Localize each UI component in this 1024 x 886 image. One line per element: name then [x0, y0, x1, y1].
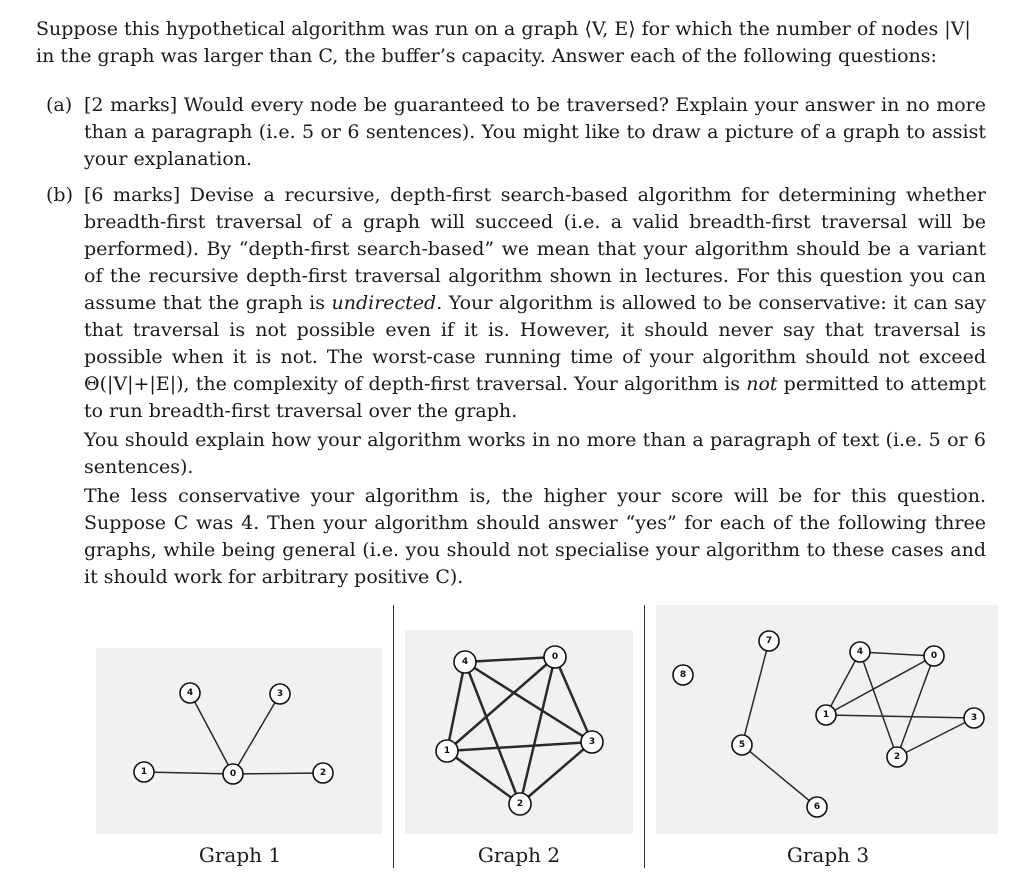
svg-text:1: 1: [822, 710, 830, 720]
graph-1-drawing: [96, 648, 382, 834]
graph-3-node-0: [924, 646, 944, 666]
question-a: [46, 92, 986, 173]
graph-3-node-1: [816, 705, 836, 725]
svg-text:3: 3: [276, 689, 284, 699]
figure-divider-2: [644, 605, 645, 868]
question-b-paragraph-2: You should explain how your algorithm works in no more than a paragraph of text (i.e. 5 or 6 sentences).: [84, 429, 986, 478]
graph-3-node-4: [850, 642, 870, 662]
graph-3-panel: [656, 605, 998, 834]
svg-text:4: 4: [461, 657, 469, 667]
graph-2-node-0: [544, 646, 566, 668]
graph-2-edge-4-3: [465, 662, 592, 742]
graph-3-edge-4-2: [860, 652, 897, 757]
graph-3-drawing: [656, 605, 998, 834]
graph-3-edge-1-3: [826, 715, 974, 718]
graph-1-node-4: [180, 683, 200, 703]
graph-1-node-2: [313, 763, 333, 783]
graph-3-node-2: [887, 747, 907, 767]
graph-2-node-1: [436, 740, 458, 762]
svg-text:3: 3: [588, 737, 596, 747]
intro-line-2: in the graph was larger than C, the buffer’s capacity. Answer each of the following questions:: [36, 45, 937, 67]
graph-3-edge-5-6: [742, 745, 817, 807]
intro-paragraph: [36, 16, 986, 70]
graph-2-edge-4-0: [465, 657, 555, 662]
intro-line-1: Suppose this hypothetical algorithm was run on a graph ⟨V, E⟩ for which the number of nodes |V|: [36, 18, 971, 40]
graph-3-node-5: [732, 735, 752, 755]
svg-text:0: 0: [930, 651, 938, 661]
graph-1-caption: Graph 1: [198, 843, 282, 867]
svg-text:2: 2: [516, 799, 524, 809]
graph-2-node-4: [454, 651, 476, 673]
graph-3-caption: Graph 3: [786, 843, 870, 867]
svg-text:7: 7: [765, 636, 773, 646]
svg-text:8: 8: [679, 670, 687, 680]
question-a-label: (a): [46, 94, 73, 116]
graph-1-node-1: [134, 762, 154, 782]
graph-2-node-2: [509, 793, 531, 815]
svg-text:1: 1: [140, 767, 148, 777]
svg-text:3: 3: [970, 713, 978, 723]
graph-2-caption: Graph 2: [477, 843, 561, 867]
graph-2-drawing: [405, 630, 633, 834]
svg-text:4: 4: [186, 688, 194, 698]
svg-text:5: 5: [738, 740, 746, 750]
graph-1-edge-0-2: [233, 773, 323, 774]
svg-text:4: 4: [856, 647, 864, 657]
question-b: [46, 182, 986, 593]
question-b-label: (b): [46, 184, 73, 206]
figure-divider-1: [393, 605, 394, 868]
svg-text:1: 1: [443, 746, 451, 756]
graph-1-edge-0-3: [233, 694, 280, 774]
svg-text:0: 0: [229, 769, 237, 779]
question-b-paragraph-1: [6 marks] Devise a recursive, depth-first search-based algorithm for determining whether breadth-first traversal of a graph will succeed (i.e. a valid breadth-first traversal will be performed). By “depth-first search-based” we mean that your algorithm should be a variant of the recursive depth-first traversal algorithm shown in lectures. For this question you can assume that the graph is undirected. Your algorithm is allowed to be conservative: it can say that traversal is not possible even if it is. However, it should never say that traversal is possible when it is not. The worst-case running time of your algorithm should not exceed Θ(|V|+|E|), the complexity of depth-first traversal. Your algorithm is not permitted to attempt to run breadth-first traversal over the graph.: [84, 184, 986, 422]
graph-1-edge-0-1: [144, 772, 233, 774]
svg-text:2: 2: [893, 752, 901, 762]
question-a-text: [2 marks] Would every node be guaranteed to be traversed? Explain your answer in no more than a paragraph (i.e. 5 or 6 sentences). You might like to draw a picture of a graph to assist your explanation.: [84, 94, 986, 170]
graph-1-node-0: [223, 764, 243, 784]
graph-2-edge-0-2: [520, 657, 555, 804]
svg-text:6: 6: [813, 802, 821, 812]
graph-3-node-7: [759, 631, 779, 651]
graph-2-edge-1-3: [447, 742, 592, 751]
graph-3-node-3: [964, 708, 984, 728]
graph-1-edge-0-4: [190, 693, 233, 774]
graph-3-node-6: [807, 797, 827, 817]
graph-3-edge-7-5: [742, 641, 769, 745]
graph-2-panel: [405, 630, 633, 834]
graph-3-node-8: [673, 665, 693, 685]
graph-3-edge-4-0: [860, 652, 934, 656]
graph-1-node-3: [270, 684, 290, 704]
graph-2-edge-2-3: [520, 742, 592, 804]
svg-text:2: 2: [319, 768, 327, 778]
question-b-paragraph-3: The less conservative your algorithm is, the higher your score will be for this question. Suppose C was 4. Then your algorithm should answer “yes” for each of the following three graphs, while being general (i.e. you should not specialise your algorithm to these cases and it should work for arbitrary positive C).: [84, 485, 986, 588]
graph-2-node-3: [581, 731, 603, 753]
svg-text:0: 0: [551, 652, 559, 662]
graph-1-panel: [96, 648, 382, 834]
